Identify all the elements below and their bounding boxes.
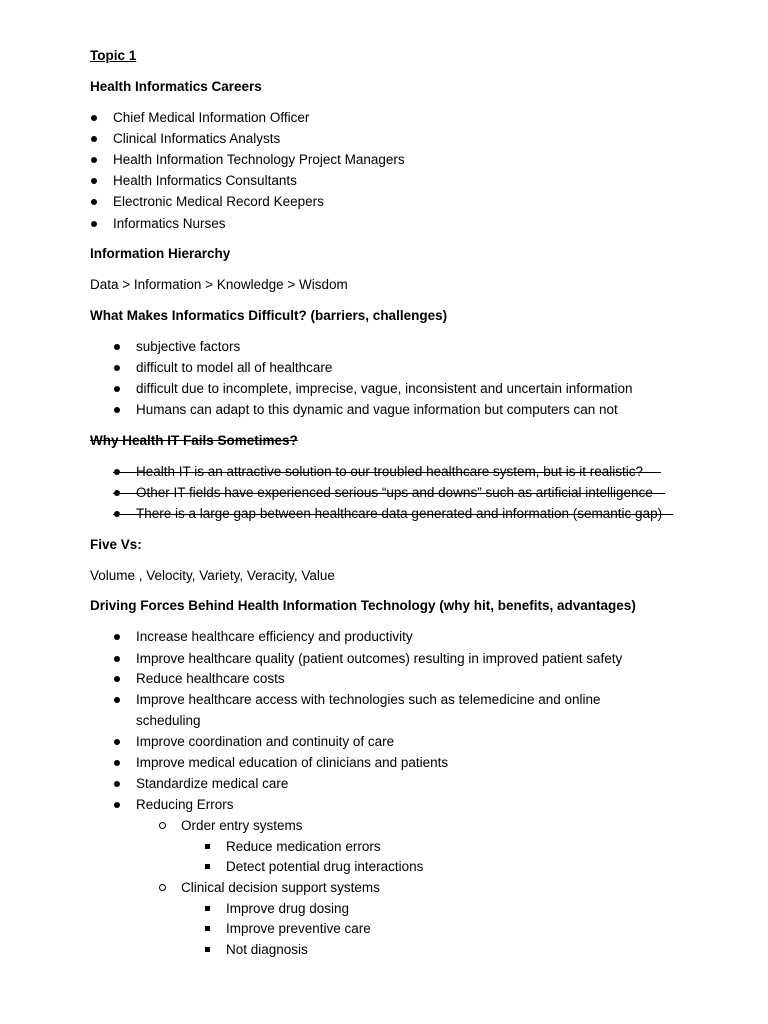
circle-bullet-icon — [159, 822, 166, 829]
bullet-icon — [114, 697, 120, 703]
list-item: Improve healthcare access with technologies such as telemedicine and online — [136, 692, 601, 707]
list-item: Increase healthcare efficiency and productivity — [136, 629, 413, 644]
list-item: Other IT fields have experienced serious “ups and downs” such as artificial intelligence — [136, 485, 653, 500]
bullet-icon — [91, 157, 97, 163]
list-item: difficult to model all of healthcare — [136, 360, 333, 375]
careers-heading: Health Informatics Careers — [90, 79, 262, 94]
list-item: Improve coordination and continuity of care — [136, 734, 395, 749]
bullet-icon — [91, 136, 97, 142]
list-item: subjective factors — [136, 339, 241, 354]
fivevs-text: Volume , Velocity, Variety, Veracity, Value — [90, 568, 335, 583]
list-item: Clinical Informatics Analysts — [113, 131, 281, 146]
square-bullet-icon — [205, 926, 210, 931]
sublist-item: Not diagnosis — [226, 942, 308, 957]
difficult-heading: What Makes Informatics Difficult? (barriers, challenges) — [90, 308, 448, 323]
bullet-icon — [114, 656, 120, 662]
bullet-icon — [91, 199, 97, 205]
sublist-item: Reduce medication errors — [226, 839, 381, 854]
sublist-label: Clinical decision support systems — [181, 880, 380, 895]
square-bullet-icon — [205, 947, 210, 952]
bullet-icon — [114, 407, 120, 413]
sublist-item: Improve preventive care — [226, 921, 371, 936]
list-item: Informatics Nurses — [113, 216, 226, 231]
bullet-icon — [114, 386, 120, 392]
list-item: Humans can adapt to this dynamic and vague information but computers can not — [136, 402, 618, 417]
sublist-item: Detect potential drug interactions — [226, 859, 424, 874]
list-item: Health Information Technology Project Managers — [113, 152, 405, 167]
bullet-icon — [114, 760, 120, 766]
fails-heading: Why Health IT Fails Sometimes? — [90, 433, 298, 448]
topic-title: Topic 1 — [90, 48, 137, 63]
bullet-icon — [114, 365, 120, 371]
bullet-icon — [91, 221, 97, 227]
hierarchy-text: Data > Information > Knowledge > Wisdom — [90, 277, 348, 292]
bullet-icon — [114, 676, 120, 682]
bullet-icon — [114, 802, 120, 808]
list-item: There is a large gap between healthcare data generated and information (semantic gap) — [136, 506, 663, 521]
square-bullet-icon — [205, 906, 210, 911]
bullet-icon — [91, 115, 97, 121]
list-item: Health IT is an attractive solution to our troubled healthcare system, but is it realistic? — [136, 464, 643, 479]
list-item-continuation: scheduling — [136, 713, 201, 728]
driving-heading: Driving Forces Behind Health Information Technology (why hit, benefits, advantages) — [90, 598, 636, 613]
bullet-icon — [114, 781, 120, 787]
list-item: Chief Medical Information Officer — [113, 110, 310, 125]
hierarchy-heading: Information Hierarchy — [90, 246, 231, 261]
list-item: Reduce healthcare costs — [136, 671, 285, 686]
bullet-icon — [114, 511, 120, 517]
list-item: Health Informatics Consultants — [113, 173, 297, 188]
square-bullet-icon — [205, 844, 210, 849]
list-item: Improve healthcare quality (patient outcomes) resulting in improved patient safety — [136, 651, 623, 666]
bullet-icon — [114, 739, 120, 745]
list-item: Reducing Errors — [136, 797, 234, 812]
square-bullet-icon — [205, 864, 210, 869]
fivevs-heading: Five Vs: — [90, 537, 142, 552]
list-item: Improve medical education of clinicians and patients — [136, 755, 449, 770]
bullet-icon — [114, 490, 120, 496]
list-item: Electronic Medical Record Keepers — [113, 194, 324, 209]
sublist-item: Improve drug dosing — [226, 901, 350, 916]
list-item: difficult due to incomplete, imprecise, vague, inconsistent and uncertain information — [136, 381, 633, 396]
bullet-icon — [114, 634, 120, 640]
bullet-icon — [114, 344, 120, 350]
circle-bullet-icon — [159, 884, 166, 891]
bullet-icon — [91, 178, 97, 184]
list-item: Standardize medical care — [136, 776, 289, 791]
sublist-label: Order entry systems — [181, 818, 303, 833]
bullet-icon — [114, 469, 120, 475]
